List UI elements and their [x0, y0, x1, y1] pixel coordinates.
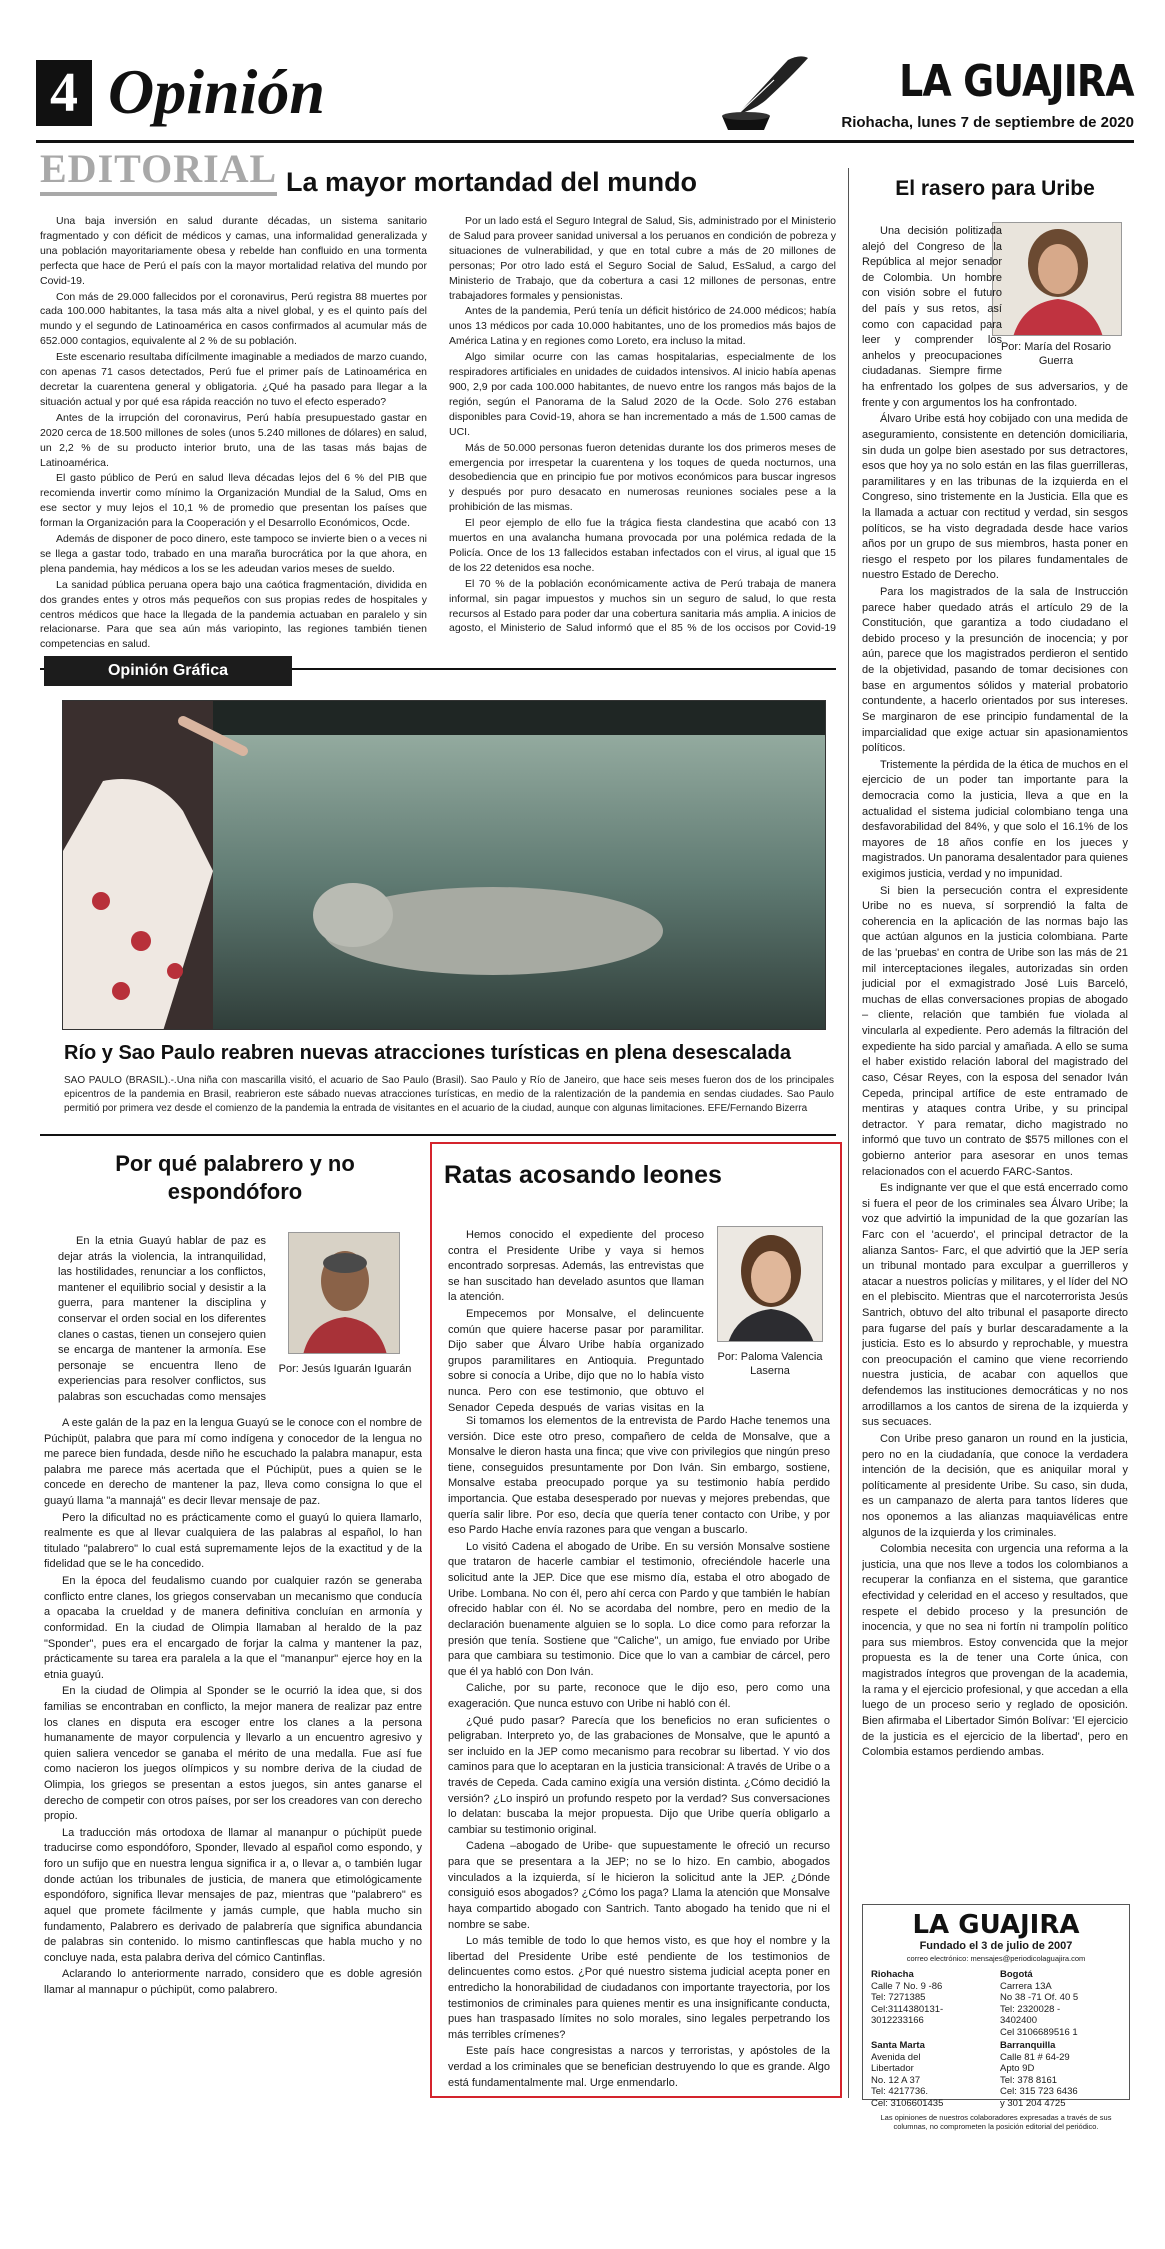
ratas-paragraph: Lo más temible de todo lo que hemos visto, es que hoy el nombre y la libertad del Presidente Uribe esté pendiente de los testimonios de delincuentes como estos. ¿Por qué nuestro sistema judicial acepta poner en entredicho la honorabilidad de ciudadanos con importante trayectoria, por los testimonios de criminales para quienes mentir es una insignificante conducta, pues han traspasado límites no solo morales, sino legales perpetrando los más terribles crímenes?	[448, 1935, 830, 2041]
ratas-photo-block	[708, 1226, 832, 1412]
office-city: Barranquilla	[1000, 2040, 1056, 2051]
editorial-paragraph: La sanidad pública peruana opera bajo una caótica fragmentación, dividida en dos grandes entes y otros más pequeños con sus propias redes de hospitales y centros médicos que hace la llegada de la pandemia actuaban en paralelo y sin relacionarse. Para que sea aún más variopinto, las regiones también tienen competencias en salud.	[40, 578, 427, 651]
masthead-box	[862, 1904, 1130, 2131]
page-header	[36, 30, 1134, 148]
office-line: 3012233166	[871, 2015, 924, 2026]
ratas-intro	[448, 1228, 704, 1412]
office-line: Avenida del	[871, 2051, 921, 2063]
rasero-paragraph: Tristemente la pérdida de la ética de muchos en el ejercicio de un poder tan importante para la democracia como la justicia, lleva a que en la actualidad el sistema judicial colombiano tenga una desfavorabilidad del 84%, y que solo el 16.1% de los mayores de 18 años confíe en los jueces y magistrados. Un panorama desalentador para quienes exigimos justicia, verdad y no impunidad.	[862, 758, 1128, 880]
office-line: Cel:3114380131-	[871, 2003, 944, 2015]
office-line: 3402400	[1000, 2015, 1037, 2026]
editorial-paragraph: Más de 50.000 personas fueron detenidas durante los dos primeros meses de emergencia por irrespetar la cuarentena y los toques de queda nocturnos, una desobediencia que en principio fue por motivos económicos para buscar ingresos y después por puro desacato en numerosas reuniones sociales pese a la prohibición de las mismas.	[449, 441, 836, 514]
masthead-founded: Fundado el 3 de julio de 2007	[919, 1940, 1073, 1952]
rasero-paragraph: Una decisión politizada alejó del Congreso de la República al mejor senador de Colombia. Un hombre con visión sobre el futuro del país y sus retos, así como con capacidad para leer y comprender los anhelos y preocupaciones ciudadanas. Siempre firme ha enfrentado los golpes de sus adversarios, y de frente y con argumentos los ha confrontado.	[862, 225, 1128, 409]
office-line: Tel: 7271385	[871, 1992, 926, 2003]
office-city: Bogotá	[1000, 1969, 1033, 1980]
office-line: Tel: 2320028 -	[1000, 2003, 1061, 2015]
editorial-paragraph: Algo similar ocurre con las camas hospitalarias, especialmente de los respiradores artificiales en unidades de cuidados intensivos. Al inicio había apenas 900, 2,9 por cada 100.000 habitantes, de nuevo entre los rangos más bajos de la región, según el Panorama de la Salud 2020 de la Ocde. Solo 276 estaban disponibles para Covid-19, ahora se han incrementado a más de 1.500 camas de UCI.	[449, 351, 836, 438]
dateline: Riohacha, lunes 7 de septiembre de 2020	[841, 114, 1134, 131]
grafica-photo	[62, 700, 826, 1030]
rasero-byline: Por: María del Rosario Guerra	[1000, 341, 1112, 367]
rasero-paragraph: Si bien la persecución contra el expresidente Uribe no es nueva, sí sorprendió la falta de coherencia en la aplicación de las normas bajo las que actúan algunos en la justicia colombiana. Parte de las 'pruebas' en contra de Uribe son las más de 21 mil interceptaciones ilegales, autorizadas sin orden judicial por el exmagistrado José Luis Barceló, muchas de ellas conversaciones propias de abogado – cliente, relación que también fue violada al vincularla al expediente. Pero además la filtración del expediente ha sido parcial y amañada. A ello se suma el haber existido relación laboral del magistrado del caso, César Reyes, con la esposa del senador Iván Cepeda, principal artífice de este entramado de mentiras y ataques contra Uribe, y su principal detractor. Y para rematar, dicho magistrado no informó que tuvo un contrato de $575 millones con el gobierno anterior para asesorar en unos temas relacionados con el acuerdo FARC-Santos.	[862, 884, 1128, 1178]
palabrero-paragraph: En la etnia Guayú hablar de paz es dejar atrás la violencia, la intranquilidad, las hostilidades, renunciar a los conflictos, mantener el equilibrio social y desistir a la guerra, para mantener la disciplina y conservar el orden social en los diferentes clanes o castas, tienen un consejero quien se encarga de mantener la armonía. Ese personaje se encuentra lleno de experiencias para resolver conflictos, sus palabras son escuchadas como mensajes	[58, 1235, 266, 1404]
editorial-title: La mayor mortandad del mundo	[286, 167, 698, 197]
palabrero-intro	[58, 1234, 266, 1404]
editorial-paragraph: El gasto público de Perú en salud lleva décadas lejos del 6 % del PIB que recomienda invertir como mínimo la Organización Mundial de la Salud, Oms en ese sector y muy lejos el 10,1 % de promedio que presentan los países que forman la Organización para la Cooperación y el Desarrollo Económicos, Ocde.	[40, 472, 427, 530]
office-line: Libertador	[871, 2063, 914, 2074]
editorial-paragraph: Una baja inversión en salud durante décadas, un sistema sanitario fragmentado y con déficit de médicos y camas, una informalidad generalizada y una población mayoritariamente obesa y rebelde han confluido en una tormenta perfecta que hace de Perú el país con la mayor mortalidad relativa del mundo por Covid-19.	[40, 215, 427, 287]
palabrero-author-photo	[288, 1232, 400, 1354]
page-number-box	[36, 60, 92, 126]
palabrero-body	[44, 1416, 422, 2106]
section-title: Opinión	[108, 56, 325, 127]
office-line: Tel: 378 8161	[1000, 2074, 1058, 2086]
ratas-paragraph: Si tomamos los elementos de la entrevista de Pardo Hache tenemos una versión. Dice este otro preso, compañero de celda de Monsalve, que a Monsalve le dieron hasta una finca; que vive con privilegios que ningún preso tiene, conseguidos presuntamente por Don Iván. Sin embargo, sostiene, Monsalve estaba preocupado porque ya su testimonio había perdido importancia. Que estaba desesperado por nuevas y mejores prebendas, que quería salir libre. Por eso, decía que quería tener contacto con Uribe, y por eso Pardo Hache envía razones para que vengan a buscarlo.	[448, 1415, 830, 1537]
column-rule	[848, 168, 849, 2098]
office-line: Tel: 4217736.	[871, 2086, 929, 2097]
lower-rule	[40, 1134, 836, 1136]
masthead-email: correo electrónico: mensajes@periodicolaguajira.com	[906, 1954, 1086, 1963]
editorial-paragraph: Por un lado está el Seguro Integral de Salud, Sis, administrado por el Ministerio de Salud para proveer sanidad universal a los peruanos en condición de pobreza y situaciones de vulnerabilidad, y que en total cubre a más de 20 millones de personas; Por otro lado está el Seguro Social de Salud, EsSalud, a cargo del Ministerio de Trabajo, que da cobertura a casi 12 millones de personas, entre trabajadores formales y pensionistas.	[449, 215, 836, 302]
office-line: No. 12 A 37	[871, 2074, 921, 2086]
editorial-paragraph: Antes de la pandemia, Perú tenía un déficit histórico de 24.000 médicos; había unos 13 médicos por cada 10.000 habitantes, uno de los promedios más bajos de América Latina y en regiones como Loreto, era incluso la mitad.	[449, 305, 836, 348]
office-line: Cel: 3106601435	[871, 2097, 944, 2109]
editorial-paragraph: Además de disponer de poco dinero, este tampoco se invierte bien o a veces ni se llega a gastar todo, trabado en una maraña burocrática por la que ahora, en plena pandemia, hay médicos a los se les adeudan varios meses de sueldo.	[40, 533, 427, 575]
ratas-title: Ratas acosando leones	[444, 1161, 722, 1189]
grafica-caption: SAO PAULO (BRASIL).-.Una niña con mascarilla visitó, el acuario de Sao Paulo (Brasil). Sao Paulo y Río de Janeiro, que hace seis meses fueron dos de los principales epicentros de la pandemia en Brasil, reabrieron este sábado nuevas atracciones turísticas, en medio de la ralentización de la pandemia en sendas ciudades. Sao Paulo permitió por primera vez desde el comienzo de la pandemia la entrada de visitantes en el acuario de la ciudad, aunque con algunas limitaciones. EFE/Fernando Bizerra	[64, 1075, 834, 1114]
editorial-paragraph: Con más de 29.000 fallecidos por el coronavirus, Perú registra 88 muertes por cada 100.000 habitantes, la tasa más alta a nivel global, y es el quinto país del mundo y el segundo de Latinoamérica en casos confirmados al acumular más de 652.000 contagios, equivalente al 2 % de su población.	[40, 290, 427, 348]
office-block	[871, 1969, 992, 2038]
rasero-float-spacer	[1002, 224, 1128, 376]
palabrero-paragraph: Aclarando lo anteriormente narrado, considero que es doble agresión llamar al mannapur o púchipüt, como palabrero.	[44, 1968, 422, 1996]
ratas-author-photo	[717, 1226, 823, 1342]
office-line: Apto 9D	[1000, 2063, 1035, 2074]
quill-inkwell-icon	[708, 54, 818, 134]
rasero-paragraph: Con Uribe preso ganaron un round en la justicia, pero no en la ciudadanía, que conoce la verdadera intención de la decisión, que es aniquilar moral y políticamente al presidente Uribe. Su caso, sin duda, es un campanazo de alerta para tantos líderes que nos oponemos a las alianzas maquiavélicas entre algunos de la izquierda y los criminales.	[862, 1432, 1128, 1539]
ratas-byline: Por: Paloma Valencia Laserna	[717, 1351, 823, 1377]
brand-logo: LA GUAJIRA	[899, 56, 1134, 107]
masthead-brand: LA GUAJIRA	[912, 1910, 1080, 1940]
rasero-paragraph: Para los magistrados de la sala de Instrucción parece haber quedado atrás el artículo 29 de la Constitución, que garantiza a todo ciudadano el debido proceso y la presunción de inocencia; y por aún, parece que los magistrados perdieron el sentido de la objetividad, pasando de tomar decisiones con base en argumentos sólidos y material probatorio contundente, a hacerlo orientados por sus intereses. Se marginaron de ese principio fundamental de la imparcialidad que exige actuar sin apasionamientos políticos.	[862, 586, 1128, 755]
office-line: Cel 3106689516 1	[1000, 2026, 1078, 2038]
ratas-paragraph: Este país hace congresistas a narcos y terroristas, y apóstoles de la verdad a los criminales que se benefician destruyendo lo que es grande. Algo está fundamentalmente mal. Urge enmendarlo.	[448, 2045, 830, 2089]
ratas-paragraph: Cadena –abogado de Uribe- que supuestamente le ofreció un recurso para que se presentara a la JEP; no se lo hizo. En cambio, abogados vinculados a la izquierda, sí le hicieron la solicitud ante la JEP. ¿Dónde consiguió esos abogados? ¿Cómo los paga? Llama la atención que Monsalve haya compartido abogado con Santrich. Tanto abogado ha tenido que ni el nombre se sabe.	[448, 1840, 830, 1931]
office-line: y 301 204 4725	[1000, 2097, 1066, 2109]
ratas-paragraph: Hemos conocido el expediente del proceso contra el Presidente Uribe y vaya si hemos encontrado sorpresas. Además, las entrevistas que se han suscitado han develado asuntos que llaman la atención.	[448, 1229, 704, 1304]
ratas-body	[448, 1414, 830, 2090]
ratas-paragraph: Caliche, por su parte, reconoce que le dijo eso, pero como una exageración. Que nunca estuvo con Uribe ni habló con él.	[448, 1682, 830, 1710]
office-city: Santa Marta	[871, 2040, 925, 2051]
page-number: 4	[50, 62, 78, 124]
rasero-paragraph: Es indignante ver que el que está encerrado como si fuera el peor de los criminales sea Álvaro Uribe; la voz que advirtió la impunidad de la que gozarían las Farc con el 'acuerdo', el principal detractor de la alianza Santos- Farc, el que advirtió que la JEP sería un tribunal montado para exculpar a guerrilleros y atacar a nuestros policías y militares, y el líder del NO en el plebiscito. Mientras que el narcoterrorista Jesús Santrich, obtuvo del alto tribunal el pasaporte directo para fugarse del país y burlar descaradamente a la justicia. Esto es lo absurdo y reprochable, y muestra con preocupación el camino que viene recorriendo nuestra justicia, de acabar con aquellos que defendemos las instituciones democráticas y no nos arrodillamos a los cantos de sirena de la izquierda y sus secuaces.	[862, 1182, 1128, 1429]
office-line: Cel: 315 723 6436	[1000, 2086, 1078, 2097]
ratas-paragraph: ¿Qué pudo pasar? Parecía que los beneficios no eran suficientes o peligraban. Interpreto yo, de las grabaciones de Monsalve, que le apuntó a ser incluido en la JEP como mecanismo para recobrar su libertad. Y vio dos caminos para que lo aceptaran en la justicia transicional: A través de Uribe o a través de Cepeda. Cada camino exigía una versión distinta. ¿Cómo decidió la versión? ¿Lo inspiró un profundo respeto por la verdad? Sus conversaciones lo delatan: buscaba la mejor propuesta. Dijo que Uribe quería obligarlo a cambiar su testimonio original.	[448, 1714, 830, 1836]
palabrero-paragraph: En la ciudad de Olimpia al Sponder se le ocurrió la idea que, si dos familias se encontraban en conflicto, la mejor manera de realizar paz entre los clanes en disputa era escoger entre los clanes a la persona humanamente de mayor corpulencia y llevarlo a un encuentro agresivo y quien saliera vencedor se ganaba el mérito de una medalla. Fue así fue como nacieron los juegos olímpicos y su nombre deriva de la ciudad de Olimpia, los griegos se presentan a estos juegos, sin antes ganarse el derecho de competir con otros países, por ser los creadores van con derecho propio.	[44, 1685, 422, 1823]
rasero-title: El rasero para Uribe	[895, 177, 1095, 200]
office-block	[871, 2040, 992, 2109]
office-block	[1000, 2040, 1121, 2109]
editorial-body	[40, 214, 836, 654]
header-rule	[36, 140, 1134, 143]
rasero-paragraph: Colombia necesita con urgencia una reforma a la justicia, una que nos lleve a todos los colombianos a recuperar la confianza en el sistema, que garantice efectividad y celeridad en el acceso y resultados, que respete el debido proceso y la presunción de inocencia, y que no sea ni fortín ni trampolín político para sus miembros. Estoy convencida que la mejor propuesta es la de tener una Corte única, con magistrados íntegros que provengan de la academia, la rama y el ejercicio profesional, y que accedan a ella luego de un proceso serio y reglado de oposición. Bien afirmaba el Libertador Simón Bolívar: 'El ejercicio de la justicia es el ejercicio de la libertad', pero en Colombia estamos perdiendo ambas.	[862, 1543, 1128, 1759]
palabrero-paragraph: A este galán de la paz en la lengua Guayú se le conoce con el nombre de Púchipüt, palabra que para mí como indígena y conocedor de la lengua no me parece bien fundada, desde niño he escuchado la palabra manapur, esta palabra me parece más acertada que el Púchipüt, pues a quien se le concede en derecho de mantener la paz, lleva como consigna lo que el guayú llama "a mannajá" es decir llevar mensaje de paz.	[44, 1417, 422, 1508]
masthead-offices	[871, 1969, 1121, 2109]
masthead-disclaimer: Las opiniones de nuestros colaboradores expresadas a través de sus columnas, no comprometen la posición editorial del periódico.	[880, 2113, 1112, 2131]
editorial-columns	[40, 214, 836, 654]
editorial-paragraph: El peor ejemplo de ello fue la trágica fiesta clandestina que acabó con 13 muertos en una avalancha humana provocada por una polémica redada de la Policía. Once de los 13 fallecidos estaban infectados con el virus, al igual que 15 de los 22 detenidos esa noche.	[449, 517, 836, 574]
ratas-paragraph: Lo visitó Cadena el abogado de Uribe. En su versión Monsalve sostiene que trataron de hacerle cambiar el testimonio, ofreciéndole hacerle una solicitud ante la JEP. Dice que ese mismo día, estaba el otro abogado de Uribe. Lombana. No con él, pero ahí cerca con Pardo y que también le habían ofrecido hablar con él. No se acordaba del nombre, pero en medio de la declaración buenamente alguien se lo sopla. Lo dice como para reforzar la presión que tenía. Sostiene que "Caliche", un amigo, fue enviado por Uribe para que cambiara su testimonio. Dice que lo van a cambiar de cárcel, pero que él ya habló con Don Iván.	[448, 1540, 830, 1678]
palabrero-paragraph: En la época del feudalismo cuando por cualquier razón se generaba conflicto entre clanes, los griegos conservaban un mecanismo que conducía a opacaba la crueldad y de manera definitiva concluían en armonía y conformidad. En la ciudad de Olimpia llamaban al heraldo de la paz "Sponder", pues era el encargado de forjar la calma y mantener la paz, prácticamente su tarea era paralela a la que el "mananpur" ejerce hoy en la etnia guayú.	[44, 1575, 422, 1681]
editorial-paragraph: Este escenario resultaba difícilmente imaginable a mediados de marzo cuando, con apenas 71 casos detectados, Perú fue el primer país de Latinoamérica en decretar la cuarentena general y obligatoria. ¿Qué ha pasado para llegar a la situación actual y por qué esa rápida reacción no tuvo el efecto esperado?	[40, 351, 427, 408]
palabrero-paragraph: Pero la dificultad no es prácticamente como el guayú lo quiera llamarlo, realmente es que al llevar cualquiera de las palabras al español, lo han titulado "palabrero" lo cual está supremamente lejos de la exactitud y de la fidelidad que se le ha concedido.	[44, 1511, 422, 1571]
palabrero-photo-block	[270, 1232, 420, 1410]
office-line: Calle 81 # 64-29	[1000, 2051, 1070, 2063]
palabrero-paragraph: La traducción más ortodoxa de llamar al mananpur o púchipüt puede traducirse como espondóforo, Sponder, llevado al español como espondo, y foro un sufijo que en nuestra lengua significa ir a, o llevar a, o también lugar donde actúan los tribunales de justicia, de manera que etimológicamente espondóforo, significa llevar mensajes de paz, mientras que "palabrero" es aquel que promete fácilmente y jamás cumple, que habla mucho sin fundamento, Palabrero es derivado de palabrería que significa abundancia de palabras sin contenido. lo mismo cantinflescas que habla mucho y no concluye nada, esta palabra deriva del cómico Cantinflas.	[44, 1826, 422, 1964]
rasero-paragraph: Álvaro Uribe está hoy cobijado con una medida de aseguramiento, consistente en detención domiciliaria, sin duda un golpe bien asestado por sus detractores, esos que hoy ya no solo están en las filas guerrilleras, paramilitares y en las tribunas de la izquierda en el Congreso, sino tristemente en la Justicia. Ella que es la llamada a actuar con rectitud y verdad, sin sesgos políticos, se ha visto degradada desde hace varios años por un grupo de sus miembros, hasta poner en riesgo el respeto por los pilares fundamentales de nuestro Estado de Derecho.	[862, 413, 1128, 582]
office-line: No 38 -71 Of. 40 5	[1000, 1992, 1079, 2003]
grafica-headline: Río y Sao Paulo reabren nuevas atracciones turísticas en plena desescalada	[64, 1042, 791, 1064]
editorial-paragraph: Antes de la irrupción del coronavirus, Perú había presupuestado gastar en 2020 cerca de 18.500 millones de soles (unos 5.240 millones de dólares) en salud, un 2,2 % de su producto interior bruto, una de las tasas más bajas de Latinoamérica.	[40, 411, 427, 469]
grafica-label: Opinión Gráfica	[44, 656, 292, 686]
office-block	[1000, 1969, 1121, 2038]
palabrero-title: Por qué palabrero y no espondóforo	[115, 1151, 355, 1204]
office-line: Carrera 13A	[1000, 1980, 1052, 1992]
office-city: Riohacha	[871, 1969, 914, 1980]
rasero-body	[862, 224, 1128, 1894]
ratas-paragraph: Empecemos por Monsalve, el delincuente común que quiere hacerse pasar por paramilitar. Dijo saber que Álvaro Uribe había organizado grupos paramilitares en Antioquia. Preguntado sobre si conocía a Uribe, dijo que no lo había visto nunca. Pero con ese testimonio, que obtuvo el Senador Cepeda después de varias visitas en la	[448, 1308, 704, 1412]
editorial-paragraph: El 70 % de la población económicamente activa de Perú trabaja de manera informal, sin pagar impuestos y muchos sin un seguro de salud, lo que resta recursos al Estado para poder dar una cobertura sanitaria más amplia. A inicios de agosto, el Ministerio de Salud informó que el 85 % de los occisos por Covid-19	[449, 577, 836, 635]
editorial-kicker: EDITORIAL	[40, 146, 277, 196]
office-line: Calle 7 No. 9 -86	[871, 1980, 943, 1992]
palabrero-byline: Por: Jesús Iguarán Iguarán	[278, 1363, 412, 1375]
